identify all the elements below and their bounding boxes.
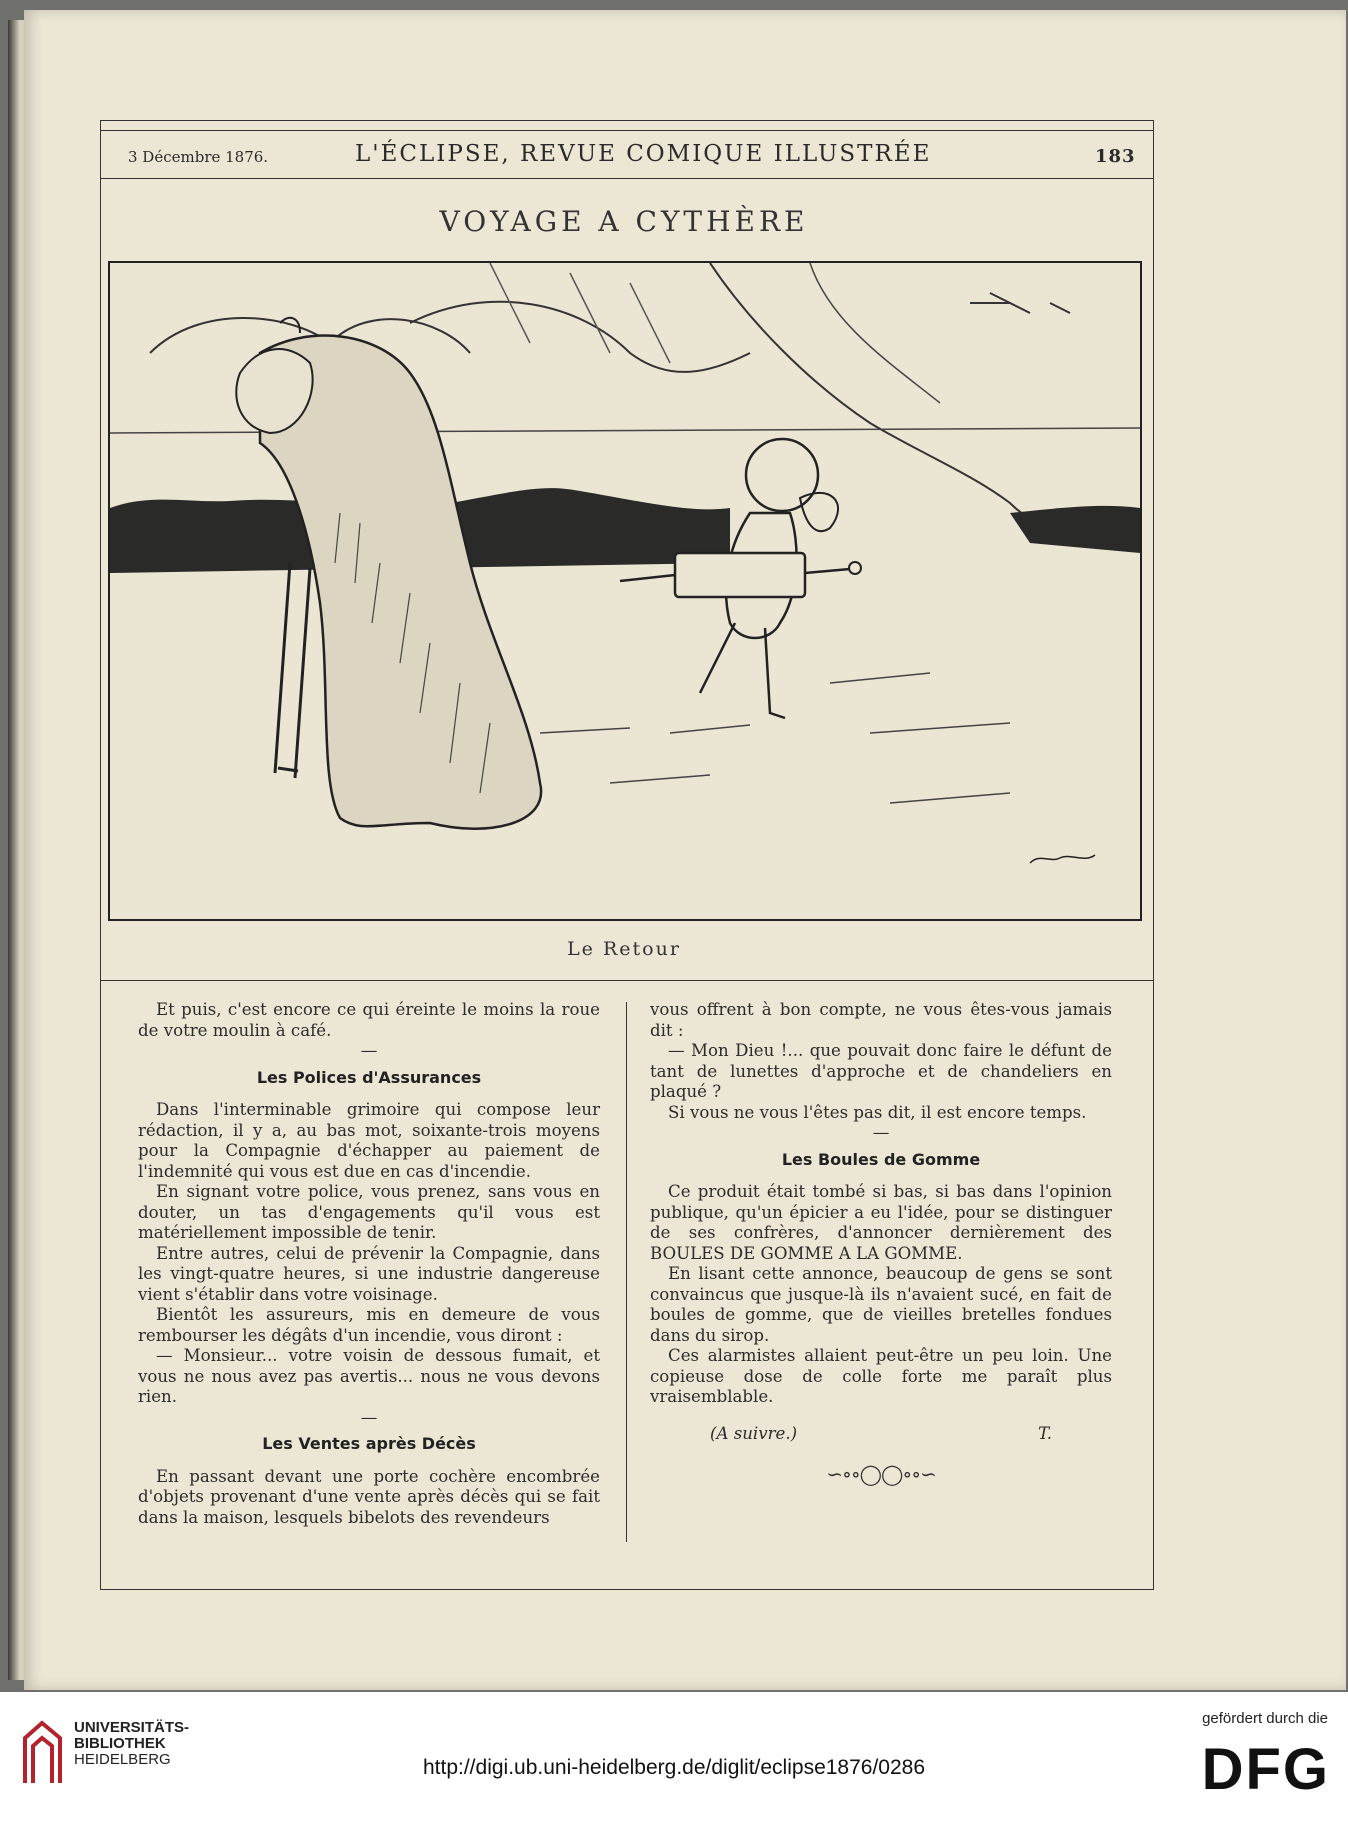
header-date: 3 Décembre 1876. (128, 148, 269, 166)
article-title: VOYAGE A CYTHÈRE (439, 205, 809, 238)
left-intro-paragraph: Et puis, c'est encore ce qui éreinte le moins la roue de votre moulin à café. (138, 1000, 600, 1040)
paragraph: Ces alarmistes allaient peut-être un peu loin. Une copieuse dose de colle forte me paraît plus vraisemblable. (650, 1346, 1112, 1406)
left-column (138, 1000, 600, 1528)
paragraph: — Mon Dieu !... que pouvait donc faire le défunt de tant de lunettes d'approche et de chandeliers en plaqué ? (650, 1041, 1112, 1101)
illustration (108, 261, 1142, 921)
illustration-caption: Le Retour (567, 938, 681, 960)
header-rule-bottom (100, 178, 1154, 179)
paragraph: En lisant cette annonce, beaucoup de gens se sont convaincus que jusque-là ils n'avaient sucé, en fait de boules de gomme, que de vieilles bretelles fondues dans du sirop. (650, 1264, 1112, 1345)
paragraph: Dans l'interminable grimoire qui compose leur rédaction, il y a, au bas mot, soixante-trois moyens pour la Compagnie d'échapper au paiement de l'indemnité qui vous est due en cas d'incendie. (138, 1100, 600, 1181)
sign-off (650, 1424, 1112, 1445)
to-be-continued: (A suivre.) (710, 1423, 798, 1443)
paragraph: Entre autres, celui de prévenir la Compagnie, dans les vingt-quatre heures, si une industrie dangereuse vient s'établir dans votre voisinage. (138, 1243, 600, 1304)
permalink-url[interactable]: http://digi.ub.uni-heidelberg.de/diglit/eclipse1876/0286 (422, 1756, 926, 1779)
section-heading-ventes: Les Ventes après Décès (262, 1434, 476, 1453)
section-heading-boules: Les Boules de Gomme (781, 1149, 981, 1169)
section-divider: — (360, 1407, 378, 1427)
header-page-number: 183 (1095, 146, 1136, 167)
paragraph: En passant devant une porte cochère encombrée d'objets provenant d'une vente après décès qui se fait dans la maison, lesquels bibelots des revendeurs (138, 1466, 600, 1527)
caption-rule (100, 980, 1154, 981)
illustration-drawing (110, 263, 1140, 919)
paragraph: Ce produit était tombé si bas, si bas dans l'opinion publique, qu'un épicier a eu l'idée, pour se distinguer de ses confrères, d'annoncer dernièrement des BOULES DE GOMME A LA GOMME. (650, 1182, 1112, 1263)
right-column (650, 1000, 1112, 1485)
paragraph: — Monsieur... votre voisin de dessous fumait, et vous ne nous avez pas avertis... nous ne vous devons rien. (138, 1346, 600, 1406)
header-rule-top (100, 130, 1154, 131)
paragraph: vous offrent à bon compte, ne vous êtes-vous jamais dit : (650, 1000, 1112, 1040)
dfg-logo: DFG (1201, 1737, 1330, 1802)
library-name-line: UNIVERSITÄTS- (74, 1719, 190, 1736)
paragraph: En signant votre police, vous prenez, sans vous en douter, un tas d'engagements qu'il vous est matériellement impossible de tenir. (138, 1182, 600, 1242)
library-name-line: HEIDELBERG (74, 1751, 171, 1768)
funding-note: gefördert durch die (1202, 1710, 1328, 1727)
section-divider: — (360, 1041, 378, 1060)
library-name-line: BIBLIOTHEK (74, 1735, 166, 1752)
section-divider: — (872, 1123, 890, 1142)
paragraph: Si vous ne vous l'êtes pas dit, il est encore temps. (668, 1102, 1087, 1122)
author-signature: T. (1038, 1423, 1052, 1443)
header-journal-title: L'ÉCLIPSE, REVUE COMIQUE ILLUSTRÉE (355, 141, 932, 167)
ornament-icon: ∽∘∘◯◯∘∘∽ (826, 1462, 936, 1486)
column-rule (626, 1002, 627, 1542)
paragraph: Bientôt les assureurs, mis en demeure de vous rembourser les dégâts d'un incendie, vous diront : (138, 1305, 600, 1345)
section-heading-assurances: Les Polices d'Assurances (256, 1067, 482, 1087)
